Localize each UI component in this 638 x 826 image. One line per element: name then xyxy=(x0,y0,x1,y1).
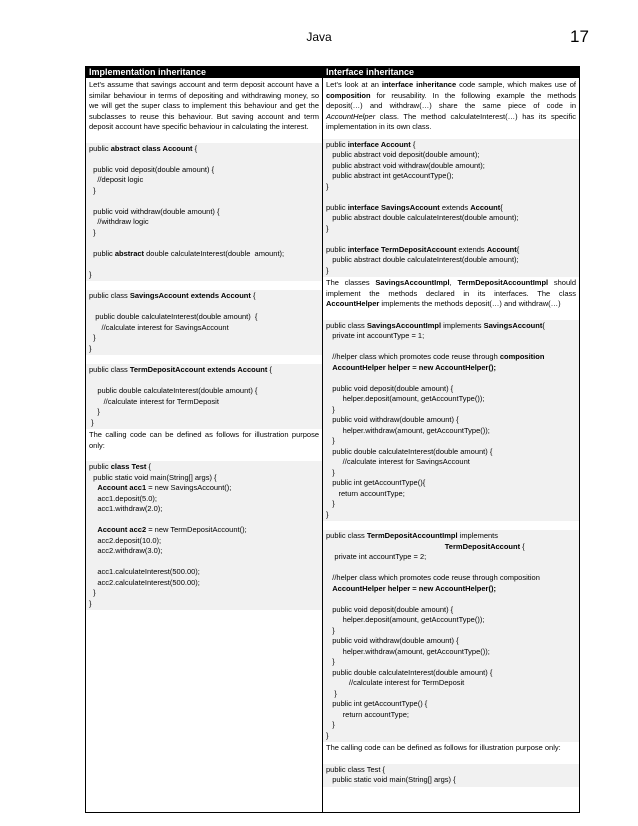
code-line: helper.withdraw(amount, getAccountType()); xyxy=(326,646,490,656)
code-line: acc2.deposit(10.0); xyxy=(89,535,162,545)
code-line: public class TermDepositAccountImpl implements xyxy=(326,531,498,540)
right-code-block xyxy=(323,139,579,278)
code-line: helper.withdraw(amount, getAccountType()); xyxy=(326,425,490,435)
code-line: //helper class which promotes code reuse through composition xyxy=(326,352,545,361)
left-column-header: Implementation inheritance xyxy=(89,67,207,77)
page-number: 17 xyxy=(570,27,589,46)
code-line: } xyxy=(89,333,96,342)
code-line: //calculate interest for TermDeposit xyxy=(89,396,219,406)
code-line: public double calculateInterest(double amount) { xyxy=(326,667,493,677)
code-line: return accountType; xyxy=(326,488,405,498)
code-line: } xyxy=(89,227,96,237)
code-line: } xyxy=(326,657,335,666)
code-line: } xyxy=(326,223,329,233)
code-line: } xyxy=(326,730,329,740)
code-line: } xyxy=(89,269,92,279)
code-line: } xyxy=(326,404,335,414)
table-header-row xyxy=(86,67,579,78)
code-line xyxy=(89,557,319,568)
code-line xyxy=(89,196,319,207)
code-line: acc1.withdraw(2.0); xyxy=(89,504,163,513)
code-line: helper.deposit(amount, getAccountType()); xyxy=(326,615,485,624)
code-line xyxy=(326,594,576,605)
code-line: } xyxy=(326,499,335,508)
code-line: acc1.deposit(5.0); xyxy=(89,493,157,503)
code-line: } xyxy=(89,343,92,353)
code-line: acc2.calculateInterest(500.00); xyxy=(89,577,200,587)
code-line: helper.deposit(amount, getAccountType()); xyxy=(326,394,485,403)
code-line: AccountHelper helper = new AccountHelper(); xyxy=(332,362,496,372)
code-line: } xyxy=(89,588,96,597)
right-code-block xyxy=(323,764,579,787)
code-line: public abstract double calculateInterest(double amount); xyxy=(326,213,519,222)
right-paragraph: Let’s look at an interface inheritance code sample, which makes use of composition for reusability. In the following example the methods deposit(…) and withdraw(…) share the same piece of code in AccountHelper class. The method calculateInterest(…) has its specific implementation in its own class. xyxy=(326,80,576,131)
code-line: //deposit logic xyxy=(89,175,144,184)
code-line: public abstract void withdraw(double amount); xyxy=(326,160,485,170)
code-line: public abstract void deposit(double amount); xyxy=(326,150,480,159)
code-line: public double calculateInterest(double amount) { xyxy=(326,446,493,456)
code-line: return accountType; xyxy=(326,709,409,719)
code-line: //calculate interest for SavingsAccount xyxy=(89,322,229,332)
code-line: public abstract double calculateInterest(double amount); xyxy=(326,255,519,264)
code-line: } xyxy=(89,598,92,608)
code-line: } xyxy=(326,625,335,635)
code-line: public void deposit(double amount) { xyxy=(326,604,454,614)
right-paragraph: The classes SavingsAccountImpl, TermDepositAccountImpl should implement the methods declared in its interfaces. The class AccountHelper implements the methods deposit(…) and withdraw(…) xyxy=(326,278,576,308)
code-line: } xyxy=(326,509,329,519)
code-line: } xyxy=(326,436,335,445)
code-line xyxy=(89,259,319,270)
code-line: public interface SavingsAccount extends Account{ xyxy=(326,202,503,212)
code-line: public static void main(String[] args) { xyxy=(326,775,456,784)
left-paragraph: Let’s assume that savings account and term deposit account have a similar behaviour in terms of depositing and withdrawing money, so we will get the super class to implement this behaviour and get the subclasses to reuse this behaviour. But saving account and term deposit account have specific behaviour in calculating the interest. xyxy=(89,80,319,131)
code-line: TermDepositAccount { xyxy=(444,541,525,551)
code-line: public void withdraw(double amount) { xyxy=(89,206,220,216)
code-line: public void deposit(double amount) { xyxy=(326,383,454,393)
code-line: } xyxy=(326,688,337,698)
code-line xyxy=(89,154,319,165)
code-line xyxy=(89,515,319,526)
code-line: public class SavingsAccountImpl implements SavingsAccount{ xyxy=(326,320,545,330)
left-code-block xyxy=(86,290,322,355)
code-line: private int accountType = 1; xyxy=(326,331,425,340)
code-line xyxy=(326,234,576,245)
code-line: } xyxy=(326,181,329,191)
code-line xyxy=(89,376,319,387)
code-line: public abstract class Account { xyxy=(89,143,198,153)
code-line: //withdraw logic xyxy=(89,217,149,226)
code-line: public class SavingsAccount extends Account { xyxy=(89,291,256,300)
code-line: } xyxy=(326,720,335,729)
code-line: } xyxy=(89,417,94,427)
code-line: Account acc1 = new SavingsAccount(); xyxy=(97,483,232,492)
right-paragraph: The calling code can be defined as follows for illustration purpose only: xyxy=(326,743,561,752)
page-header-title: Java xyxy=(306,30,332,44)
code-line: public abstract int getAccountType(); xyxy=(326,171,454,180)
code-line: public interface Account { xyxy=(326,139,416,149)
right-column-header: Interface inheritance xyxy=(326,67,415,77)
code-line xyxy=(326,192,576,203)
code-line: public abstract double calculateInterest(double amount); xyxy=(89,248,285,258)
code-line: public interface TermDepositAccount extends Account{ xyxy=(326,244,520,254)
right-code-block xyxy=(323,320,579,522)
code-line: public void withdraw(double amount) { xyxy=(326,415,459,424)
code-line: acc2.withdraw(3.0); xyxy=(89,546,163,555)
comparison-table xyxy=(85,66,580,813)
code-line: Account acc2 = new TermDepositAccount(); xyxy=(97,525,247,534)
implementation-inheritance-column xyxy=(86,79,322,812)
left-code-block xyxy=(86,461,322,610)
code-line: public class TermDepositAccount extends Account { xyxy=(89,365,272,374)
interface-inheritance-column xyxy=(323,79,579,812)
code-line: public static void main(String[] args) { xyxy=(89,472,217,482)
code-line: //calculate interest for TermDeposit xyxy=(326,678,465,687)
code-line: } xyxy=(326,467,335,477)
code-line xyxy=(326,373,576,384)
code-line xyxy=(89,238,319,249)
code-line: public class Test { xyxy=(89,462,151,471)
code-line: public int getAccountType() { xyxy=(326,699,428,708)
code-line: public class Test { xyxy=(326,764,386,774)
code-line: AccountHelper helper = new AccountHelper(); xyxy=(332,583,496,593)
code-line: public void withdraw(double amount) { xyxy=(326,636,459,645)
code-line xyxy=(326,342,576,353)
code-line: } xyxy=(326,265,329,275)
code-line: //helper class which promotes code reuse through composition xyxy=(326,573,540,582)
code-line: } xyxy=(89,407,100,416)
left-code-block xyxy=(86,364,322,429)
left-paragraph: The calling code can be defined as follows for illustration purpose only: xyxy=(89,430,319,450)
left-code-block xyxy=(86,143,322,282)
code-line: } xyxy=(89,185,96,195)
right-code-block xyxy=(323,530,579,742)
code-line xyxy=(89,302,319,313)
code-line: acc1.calculateInterest(500.00); xyxy=(89,567,200,576)
code-line: public int getAccountType(){ xyxy=(326,478,426,487)
code-line: private int accountType = 2; xyxy=(326,552,427,561)
code-line: //calculate interest for SavingsAccount xyxy=(326,457,470,466)
code-line: public double calculateInterest(double amount) { xyxy=(89,386,258,395)
code-line xyxy=(326,563,576,574)
code-line: public double calculateInterest(double amount) { xyxy=(89,312,258,321)
code-line: public void deposit(double amount) { xyxy=(89,164,215,174)
